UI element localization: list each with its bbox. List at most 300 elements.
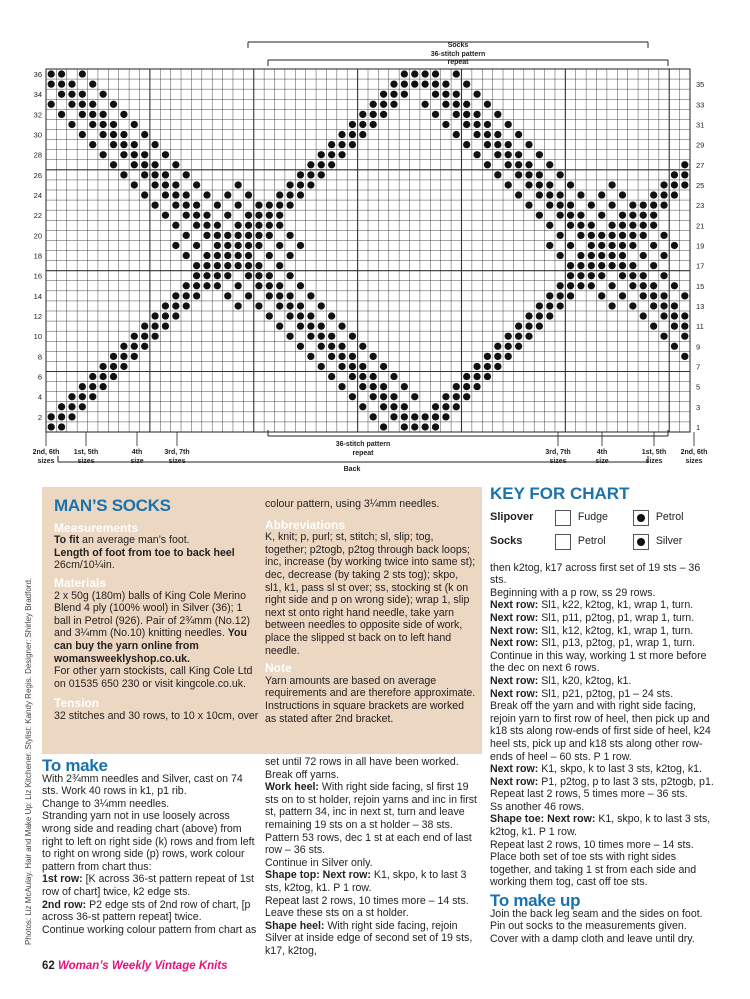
stitch-dot xyxy=(255,272,262,279)
instep-label: Shape top: Next row: xyxy=(265,869,371,882)
r-text8: Place both set of toe sts with right sides together, and taking 1 st from each side and working them tog, cast off toe sts. xyxy=(490,851,697,889)
stitch-dot xyxy=(48,423,55,430)
stitch-dot xyxy=(442,403,449,410)
mid-heel xyxy=(265,781,477,831)
stitch-dot xyxy=(120,131,127,138)
stitch-dot xyxy=(224,292,231,299)
stitch-dot xyxy=(681,353,688,360)
stitch-dot xyxy=(525,171,532,178)
stitch-dot xyxy=(224,242,231,249)
stitch-dot xyxy=(505,353,512,360)
stitch-dot xyxy=(463,121,470,128)
stitch-dot xyxy=(193,292,200,299)
mid-text5: Repeat last 2 rows, 10 times more – 14 sts. xyxy=(265,894,469,907)
stitch-dot xyxy=(401,80,408,87)
row-number-right: 25 xyxy=(696,180,705,190)
stitch-dot xyxy=(328,161,335,168)
knitting-chart xyxy=(0,0,750,480)
stitch-dot xyxy=(619,252,626,259)
row-number-left: 14 xyxy=(33,291,42,301)
stitch-dot xyxy=(577,212,584,219)
stitch-dot xyxy=(307,161,314,168)
stitch-dot xyxy=(536,181,543,188)
to-make-row2 xyxy=(42,899,260,924)
stitch-dot xyxy=(183,292,190,299)
stitch-dot xyxy=(484,141,491,148)
photo-credits: Photos: Liz McAulay. Hair and Make Up: Liz Kitchener. Stylist: Kandy Regis. Designer: Shirley Bradford. xyxy=(24,577,33,945)
size-label-line1: 4th xyxy=(596,449,608,456)
stitch-dot xyxy=(151,322,158,329)
stitch-dot xyxy=(370,101,377,108)
stitch-dot xyxy=(297,191,304,198)
stitch-dot xyxy=(629,272,636,279)
stitch-dot xyxy=(79,131,86,138)
r-row5 xyxy=(490,675,715,688)
stitch-dot xyxy=(432,70,439,77)
stitch-dot xyxy=(390,403,397,410)
stitch-dot xyxy=(48,80,55,87)
stitch-dot xyxy=(567,282,574,289)
stitch-dot xyxy=(120,353,127,360)
stitch-dot xyxy=(235,262,242,269)
stitch-dot xyxy=(546,292,553,299)
stitch-dot xyxy=(245,242,252,249)
stitch-dot xyxy=(276,262,283,269)
stitch-dot xyxy=(214,282,221,289)
stitch-dot xyxy=(79,101,86,108)
stitch-dot xyxy=(588,262,595,269)
stitch-dot xyxy=(245,262,252,269)
stitch-dot xyxy=(473,131,480,138)
size-label-line2: size xyxy=(130,458,144,465)
stitch-dot xyxy=(380,101,387,108)
stitch-dot xyxy=(546,242,553,249)
stitch-dot xyxy=(338,322,345,329)
stitch-dot xyxy=(141,333,148,340)
stitch-dot xyxy=(536,171,543,178)
size-label-line2: sizes xyxy=(77,458,95,465)
stitch-dot xyxy=(359,373,366,380)
stitch-dot xyxy=(224,191,231,198)
stitch-dot xyxy=(536,151,543,158)
stitch-dot xyxy=(442,121,449,128)
row-number-left: 32 xyxy=(33,110,42,120)
next-row-label: Next row: xyxy=(490,624,539,637)
stitch-dot xyxy=(577,252,584,259)
size-label-line2: sizes xyxy=(549,458,567,465)
stitch-dot xyxy=(131,151,138,158)
stitch-dot xyxy=(390,101,397,108)
col-right xyxy=(490,484,715,945)
bottom-bracket-label-pattern: 36-stitch pattern xyxy=(335,441,391,448)
stitch-dot xyxy=(401,423,408,430)
row1-label: 1st row: xyxy=(42,873,83,886)
row-number-right: 19 xyxy=(696,241,705,251)
stitch-dot xyxy=(255,302,262,309)
stitch-dot xyxy=(390,393,397,400)
stitch-dot xyxy=(338,343,345,350)
stitch-dot xyxy=(58,80,65,87)
to-make-text2: Change to 3¼mm needles. xyxy=(42,797,170,810)
top-bracket-label-socks: Socks xyxy=(447,42,469,49)
stitch-dot xyxy=(276,222,283,229)
stitch-dot xyxy=(286,191,293,198)
stitch-dot xyxy=(546,312,553,319)
stitch-dot xyxy=(151,161,158,168)
stitch-dot xyxy=(255,201,262,208)
stitch-dot xyxy=(505,161,512,168)
stitch-dot xyxy=(660,312,667,319)
stitch-dot xyxy=(235,242,242,249)
stitch-dot xyxy=(494,131,501,138)
stitch-dot xyxy=(567,212,574,219)
row-number-left: 36 xyxy=(33,70,42,80)
stitch-dot xyxy=(255,222,262,229)
stitch-dot xyxy=(286,292,293,299)
stitch-dot xyxy=(494,343,501,350)
stitch-dot xyxy=(235,181,242,188)
tension-heading: Tension xyxy=(54,696,100,711)
stitch-dot xyxy=(203,262,210,269)
top-bracket xyxy=(248,42,668,66)
stitch-dot xyxy=(183,212,190,219)
stitch-dot xyxy=(494,141,501,148)
next-row-label: Next row: xyxy=(490,674,539,687)
stitch-dot xyxy=(183,282,190,289)
stitch-dot xyxy=(473,111,480,118)
stitch-dot xyxy=(567,262,574,269)
stitch-dot xyxy=(453,403,460,410)
stitch-dot xyxy=(203,282,210,289)
stitch-dot xyxy=(370,121,377,128)
to-make-row1 xyxy=(42,873,260,898)
heel-text: With right side facing, sl first 19 sts on to st holder, rejoin yarns and inc in first st, pattern 34, inc in next st, turn and leave remaining 19 sts on a st holder – 38 sts. xyxy=(265,781,477,831)
stitch-dot xyxy=(640,272,647,279)
stitch-dot xyxy=(162,181,169,188)
stitch-dot xyxy=(421,413,428,420)
stitch-dot xyxy=(546,302,553,309)
stitch-dot xyxy=(546,181,553,188)
stitch-dot xyxy=(58,91,65,98)
stitch-dot xyxy=(203,212,210,219)
row-number-left: 22 xyxy=(33,211,42,221)
dot-square-icon xyxy=(633,510,649,526)
stitch-dot xyxy=(297,282,304,289)
stitch-dot xyxy=(546,222,553,229)
key-socks-row xyxy=(490,534,715,552)
stitch-dot xyxy=(557,212,564,219)
stitch-dot xyxy=(421,80,428,87)
stitch-dot xyxy=(390,80,397,87)
stitch-dot xyxy=(390,91,397,98)
stitch-dot xyxy=(307,292,314,299)
stitch-dot xyxy=(68,413,75,420)
stitch-dot xyxy=(453,131,460,138)
r-row6 xyxy=(490,688,715,701)
stitch-dot xyxy=(338,363,345,370)
size-label-line1: 1st, 5th xyxy=(641,449,667,456)
stitch-dot xyxy=(297,242,304,249)
stitch-dot xyxy=(546,191,553,198)
stitch-dot xyxy=(110,363,117,370)
stitch-dot xyxy=(494,353,501,360)
stitch-dot xyxy=(567,181,574,188)
stitch-dot xyxy=(432,403,439,410)
stitch-dot xyxy=(224,212,231,219)
stitch-dot xyxy=(577,262,584,269)
stitch-dot xyxy=(401,70,408,77)
stitch-dot xyxy=(401,91,408,98)
row-number-left: 4 xyxy=(37,392,42,402)
row-number-right: 13 xyxy=(696,301,705,311)
stitch-dot xyxy=(328,373,335,380)
stitch-dot xyxy=(671,343,678,350)
stitch-dot xyxy=(338,131,345,138)
stitch-dot xyxy=(453,91,460,98)
stitch-dot xyxy=(193,262,200,269)
stitch-dot xyxy=(162,191,169,198)
r-row3 xyxy=(490,625,715,638)
key-socks-empty: Petrol xyxy=(577,535,606,548)
row-number-right: 9 xyxy=(696,342,701,352)
size-label-line2: sizes xyxy=(685,458,703,465)
stitch-dot xyxy=(286,201,293,208)
stitch-dot xyxy=(588,252,595,259)
stitch-dot xyxy=(131,161,138,168)
stitch-dot xyxy=(629,282,636,289)
key-slipover-dot: Petrol xyxy=(655,511,684,524)
stitch-dot xyxy=(598,242,605,249)
r-row5-text: Sl1, k20, k2tog, k1. xyxy=(538,674,632,687)
stitch-dot xyxy=(120,343,127,350)
stitch-dot xyxy=(349,141,356,148)
mid-text1: set until 72 rows in all have been worked. xyxy=(265,756,459,768)
stitch-dot xyxy=(141,322,148,329)
stitch-dot xyxy=(68,101,75,108)
stitch-dot xyxy=(525,201,532,208)
stitch-dot xyxy=(79,91,86,98)
stitch-dot xyxy=(151,171,158,178)
stitch-dot xyxy=(183,191,190,198)
next-row-label: Next row: xyxy=(490,775,539,788)
stitch-dot xyxy=(318,302,325,309)
stitch-dot xyxy=(224,262,231,269)
next-row-label: Next row: xyxy=(490,763,539,776)
bottom-bracket xyxy=(58,430,668,473)
size-label-line1: 1st, 5th xyxy=(73,449,99,456)
stitch-dot xyxy=(629,242,636,249)
stitch-dot xyxy=(453,111,460,118)
toe-label: Shape toe: Next row: xyxy=(490,813,596,826)
stitch-dot xyxy=(255,232,262,239)
stitch-dot xyxy=(297,302,304,309)
row-number-right: 29 xyxy=(696,140,705,150)
stitch-dot xyxy=(131,353,138,360)
stitch-dot xyxy=(453,393,460,400)
stitch-dot xyxy=(390,413,397,420)
length-label: Length of foot from toe to back heel xyxy=(54,546,235,559)
stitch-dot xyxy=(349,393,356,400)
stitch-dot xyxy=(598,232,605,239)
stitch-dot xyxy=(297,343,304,350)
size-label-line1: 4th xyxy=(131,449,143,456)
stitch-dot xyxy=(328,353,335,360)
stitch-dot xyxy=(276,302,283,309)
row-number-right: 33 xyxy=(696,100,705,110)
length-value: 26cm/10¼in. xyxy=(54,559,115,572)
stitch-dot xyxy=(79,383,86,390)
stitch-dot xyxy=(58,111,65,118)
stitch-dot xyxy=(224,272,231,279)
stitch-dot xyxy=(99,131,106,138)
stitch-dot xyxy=(411,413,418,420)
stitch-dot xyxy=(110,161,117,168)
stitch-dot xyxy=(266,312,273,319)
next-row-label: Next row: xyxy=(490,599,539,612)
stitch-dot xyxy=(671,312,678,319)
stitch-dot xyxy=(370,353,377,360)
stitch-dot xyxy=(536,322,543,329)
stitch-dot xyxy=(79,393,86,400)
r-toe xyxy=(490,813,715,838)
key-slipover-label: Slipover xyxy=(490,511,534,524)
stitch-dot xyxy=(58,403,65,410)
stitch-dot xyxy=(349,363,356,370)
stitch-dot xyxy=(318,151,325,158)
to-make-text3: Stranding yarn not in use loosely across wrong side and reading chart (above) from right to left on right side (k) rows and from left to right on wrong side (p) rows, work colour pattern from chart thus: xyxy=(42,810,255,873)
stitch-dot xyxy=(671,282,678,289)
stitch-dot xyxy=(68,91,75,98)
stitch-dot xyxy=(359,121,366,128)
stitch-dot xyxy=(390,373,397,380)
stitch-dot xyxy=(141,191,148,198)
size-label-line1: 2nd, 6th xyxy=(680,449,708,456)
stitch-dot xyxy=(608,302,615,309)
stitch-dot xyxy=(598,191,605,198)
col-left-bottom xyxy=(42,756,260,936)
page-number: 62 xyxy=(42,960,55,972)
stitch-dot xyxy=(629,222,636,229)
stitch-dot xyxy=(619,272,626,279)
stitch-dot xyxy=(380,393,387,400)
r-text6: Ss another 46 rows. xyxy=(490,800,585,813)
bottom-bracket-label-repeat: repeat xyxy=(352,450,374,457)
stitch-dot xyxy=(557,171,564,178)
stitch-dot xyxy=(203,191,210,198)
r-row1-text: Sl1, k22, k2tog, k1, wrap 1, turn. xyxy=(538,599,694,612)
r-text4: Break off the yarn and with right side facing, rejoin yarn to first row of heel, then pick up and k18 sts along row-ends of first side of heel, k24 heel sts, pick up and k18 sts along other row-ends of heel – 60 sts. P 1 row. xyxy=(490,700,711,763)
to-make-text4: Continue working colour pattern from chart as xyxy=(42,923,257,936)
stitch-dot xyxy=(608,201,615,208)
stitch-dot xyxy=(640,212,647,219)
stitch-dot xyxy=(276,322,283,329)
stitch-dot xyxy=(307,171,314,178)
stitch-dot xyxy=(660,333,667,340)
stitch-dot xyxy=(349,333,356,340)
stitch-dot xyxy=(411,80,418,87)
materials-stockist: For other yarn stockists, call King Cole Ltd on 01535 650 230 or visit kingcole.co.uk. xyxy=(54,665,253,690)
stitch-dot xyxy=(266,201,273,208)
to-make-heading: To make xyxy=(42,756,108,775)
stitch-dot xyxy=(266,292,273,299)
stitch-dot xyxy=(172,242,179,249)
stitch-dot xyxy=(442,413,449,420)
stitch-dot xyxy=(588,272,595,279)
tension-continued: colour pattern, using 3¼mm needles. xyxy=(265,498,440,510)
col-mid-bottom xyxy=(265,756,477,958)
stitch-dot xyxy=(370,111,377,118)
stitch-dot xyxy=(297,181,304,188)
stitch-dot xyxy=(318,343,325,350)
stitch-dot xyxy=(235,201,242,208)
r-text2: Beginning with a p row, ss 29 rows. xyxy=(490,586,656,599)
stitch-dot xyxy=(255,282,262,289)
stitch-dot xyxy=(235,222,242,229)
stitch-dot xyxy=(463,80,470,87)
to-make-text1: With 2¾mm needles and Silver, cast on 74 sts. Work 40 rows in k1, p1 rib. xyxy=(42,772,243,798)
row-number-left: 34 xyxy=(33,90,42,100)
instep-text: K1, skpo, k to last 3 sts, k2tog, k1. P 1 row. xyxy=(265,869,467,894)
stitch-dot xyxy=(89,121,96,128)
measurements-heading: Measurements xyxy=(54,520,139,535)
stitch-dot xyxy=(650,222,657,229)
stitch-dot xyxy=(401,413,408,420)
row-number-left: 20 xyxy=(33,231,42,241)
stitch-dot xyxy=(162,312,169,319)
stitch-dot xyxy=(307,312,314,319)
dot-square-icon xyxy=(633,534,649,550)
stitch-dot xyxy=(546,201,553,208)
stitch-dot xyxy=(484,121,491,128)
row-number-left: 6 xyxy=(37,372,42,382)
stitch-dot xyxy=(172,161,179,168)
stitch-dot xyxy=(370,383,377,390)
stitch-dot xyxy=(660,191,667,198)
stitch-dot xyxy=(224,232,231,239)
stitch-dot xyxy=(183,252,190,259)
stitch-dot xyxy=(525,141,532,148)
stitch-dot xyxy=(276,242,283,249)
size-label-line1: 3rd, 7th xyxy=(545,449,571,456)
stitch-dot xyxy=(567,201,574,208)
r-row7 xyxy=(490,763,715,776)
stitch-dot xyxy=(401,383,408,390)
row-number-right: 31 xyxy=(696,120,705,130)
stitch-dot xyxy=(671,181,678,188)
stitch-dot xyxy=(411,423,418,430)
stitch-dot xyxy=(131,343,138,350)
row-number-right: 27 xyxy=(696,160,705,170)
stitch-dot xyxy=(453,70,460,77)
stitch-dot xyxy=(266,272,273,279)
row2-label: 2nd row: xyxy=(42,898,87,911)
stitch-dot xyxy=(411,70,418,77)
stitch-dot xyxy=(235,302,242,309)
stitch-dot xyxy=(338,353,345,360)
stitch-dot xyxy=(588,232,595,239)
stitch-dot xyxy=(557,191,564,198)
stitch-dot xyxy=(89,101,96,108)
stitch-dot xyxy=(525,322,532,329)
footer xyxy=(42,960,228,972)
stitch-dot xyxy=(380,363,387,370)
r-row3-text: Sl1, k12, k2tog, k1, wrap 1, turn. xyxy=(538,624,694,637)
stitch-dot xyxy=(525,333,532,340)
stitch-dot xyxy=(473,373,480,380)
key-title: KEY FOR CHART xyxy=(490,484,630,503)
stitch-dot xyxy=(577,191,584,198)
stitch-dot xyxy=(276,201,283,208)
